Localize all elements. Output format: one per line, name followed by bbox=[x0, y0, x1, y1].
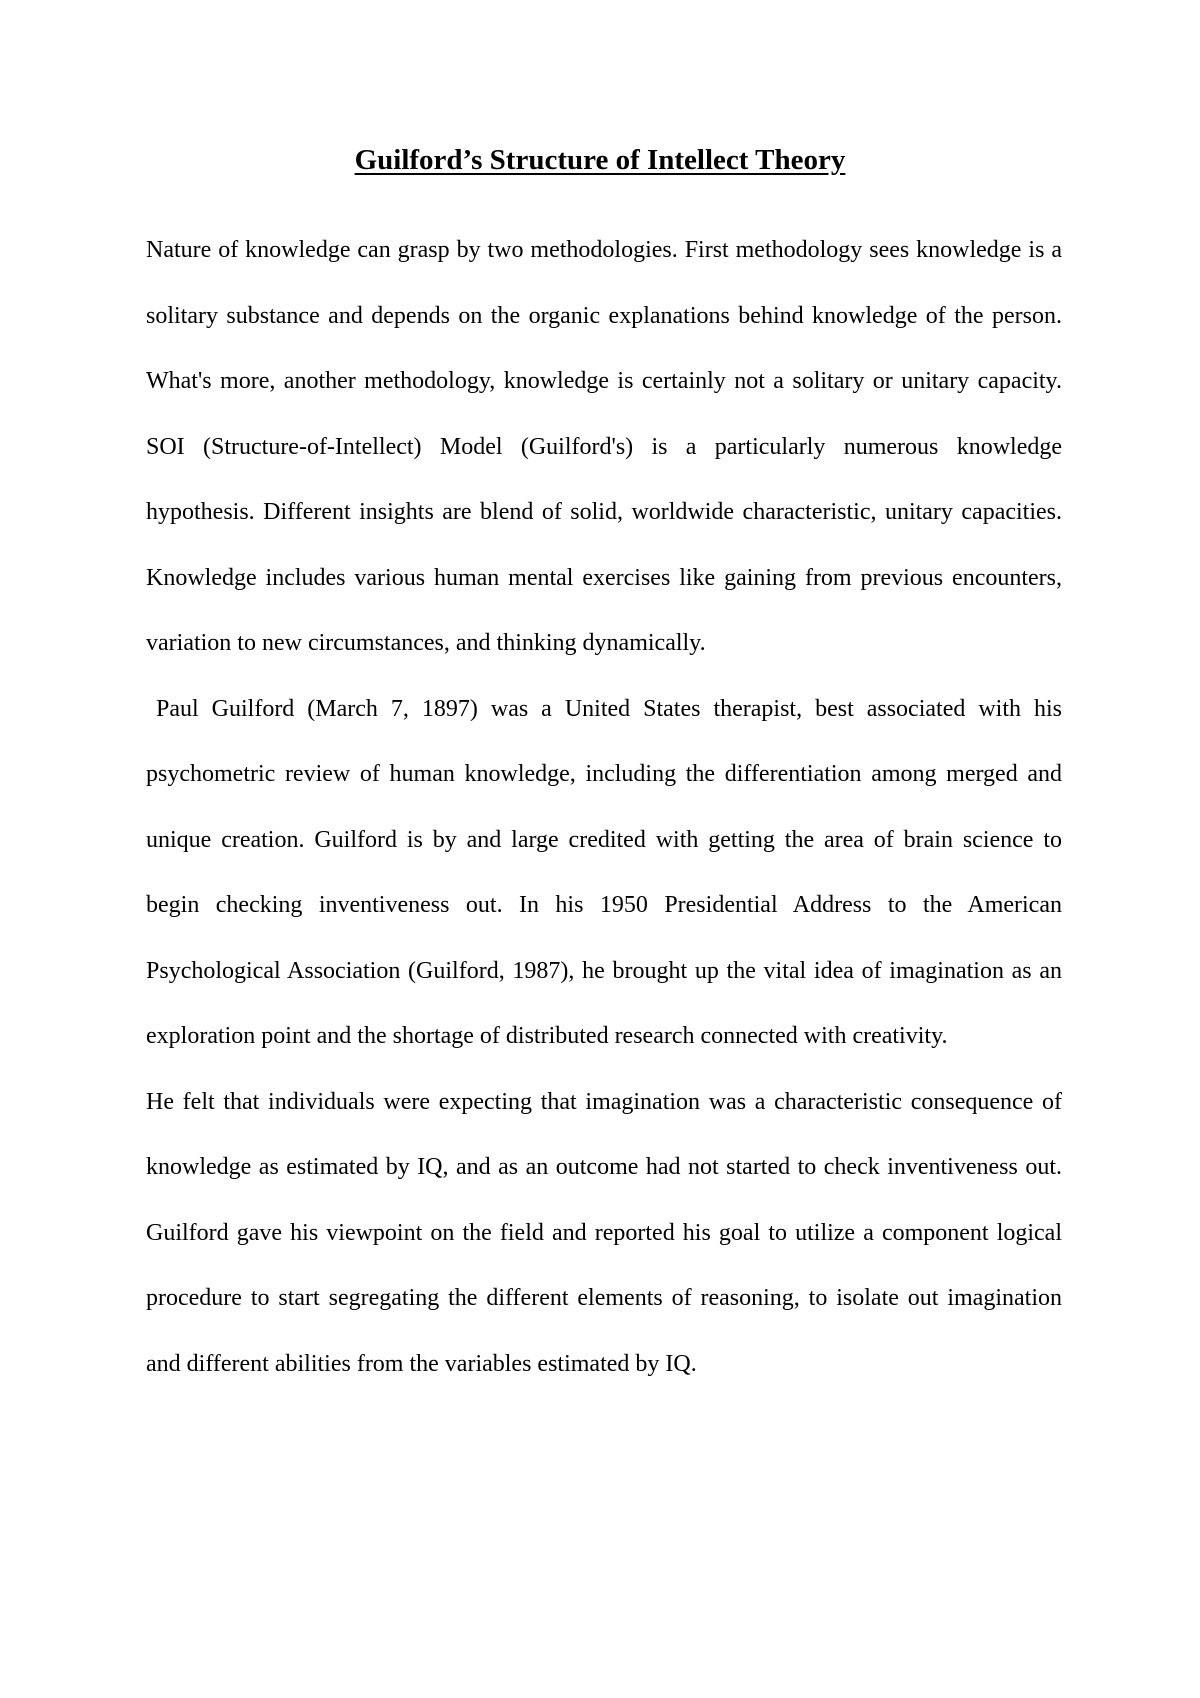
paragraph-1: Nature of knowledge can grasp by two methodologies. First methodology sees knowledge is a solitary substance and depends on the organic explanations behind knowledge of the person. What's more, another methodology, knowledge is certainly not a solitary or unitary capacity. SOI (Structure-of-Intellect) Model (Guilford's) is a particularly numerous knowledge hypothesis. Different insights are blend of solid, worldwide characteristic, unitary capacities. Knowledge includes various human mental exercises like gaining from previous encounters, variation to new circumstances, and thinking dynamically. bbox=[146, 237, 1062, 656]
document-body bbox=[146, 218, 1062, 1397]
paragraph-2: Paul Guilford (March 7, 1897) was a United States therapist, best associated with his psychometric review of human knowledge, including the differentiation among merged and unique creation. Guilford is by and large credited with getting the area of brain science to begin checking inventiveness out. In his 1950 Presidential Address to the American Psychological Association (Guilford, 1987), he brought up the vital idea of imagination as an exploration point and the shortage of distributed research connected with creativity. bbox=[146, 695, 1062, 1049]
document-title: Guilford’s Structure of Intellect Theory bbox=[354, 144, 846, 176]
paragraph-3: He felt that individuals were expecting that imagination was a characteristic consequence of knowledge as estimated by IQ, and as an outcome had not started to check inventiveness out. Guilford gave his viewpoint on the field and reported his goal to utilize a component logical procedure to start segregating the different elements of reasoning, to isolate out imagination and different abilities from the variables estimated by IQ. bbox=[146, 1088, 1062, 1377]
